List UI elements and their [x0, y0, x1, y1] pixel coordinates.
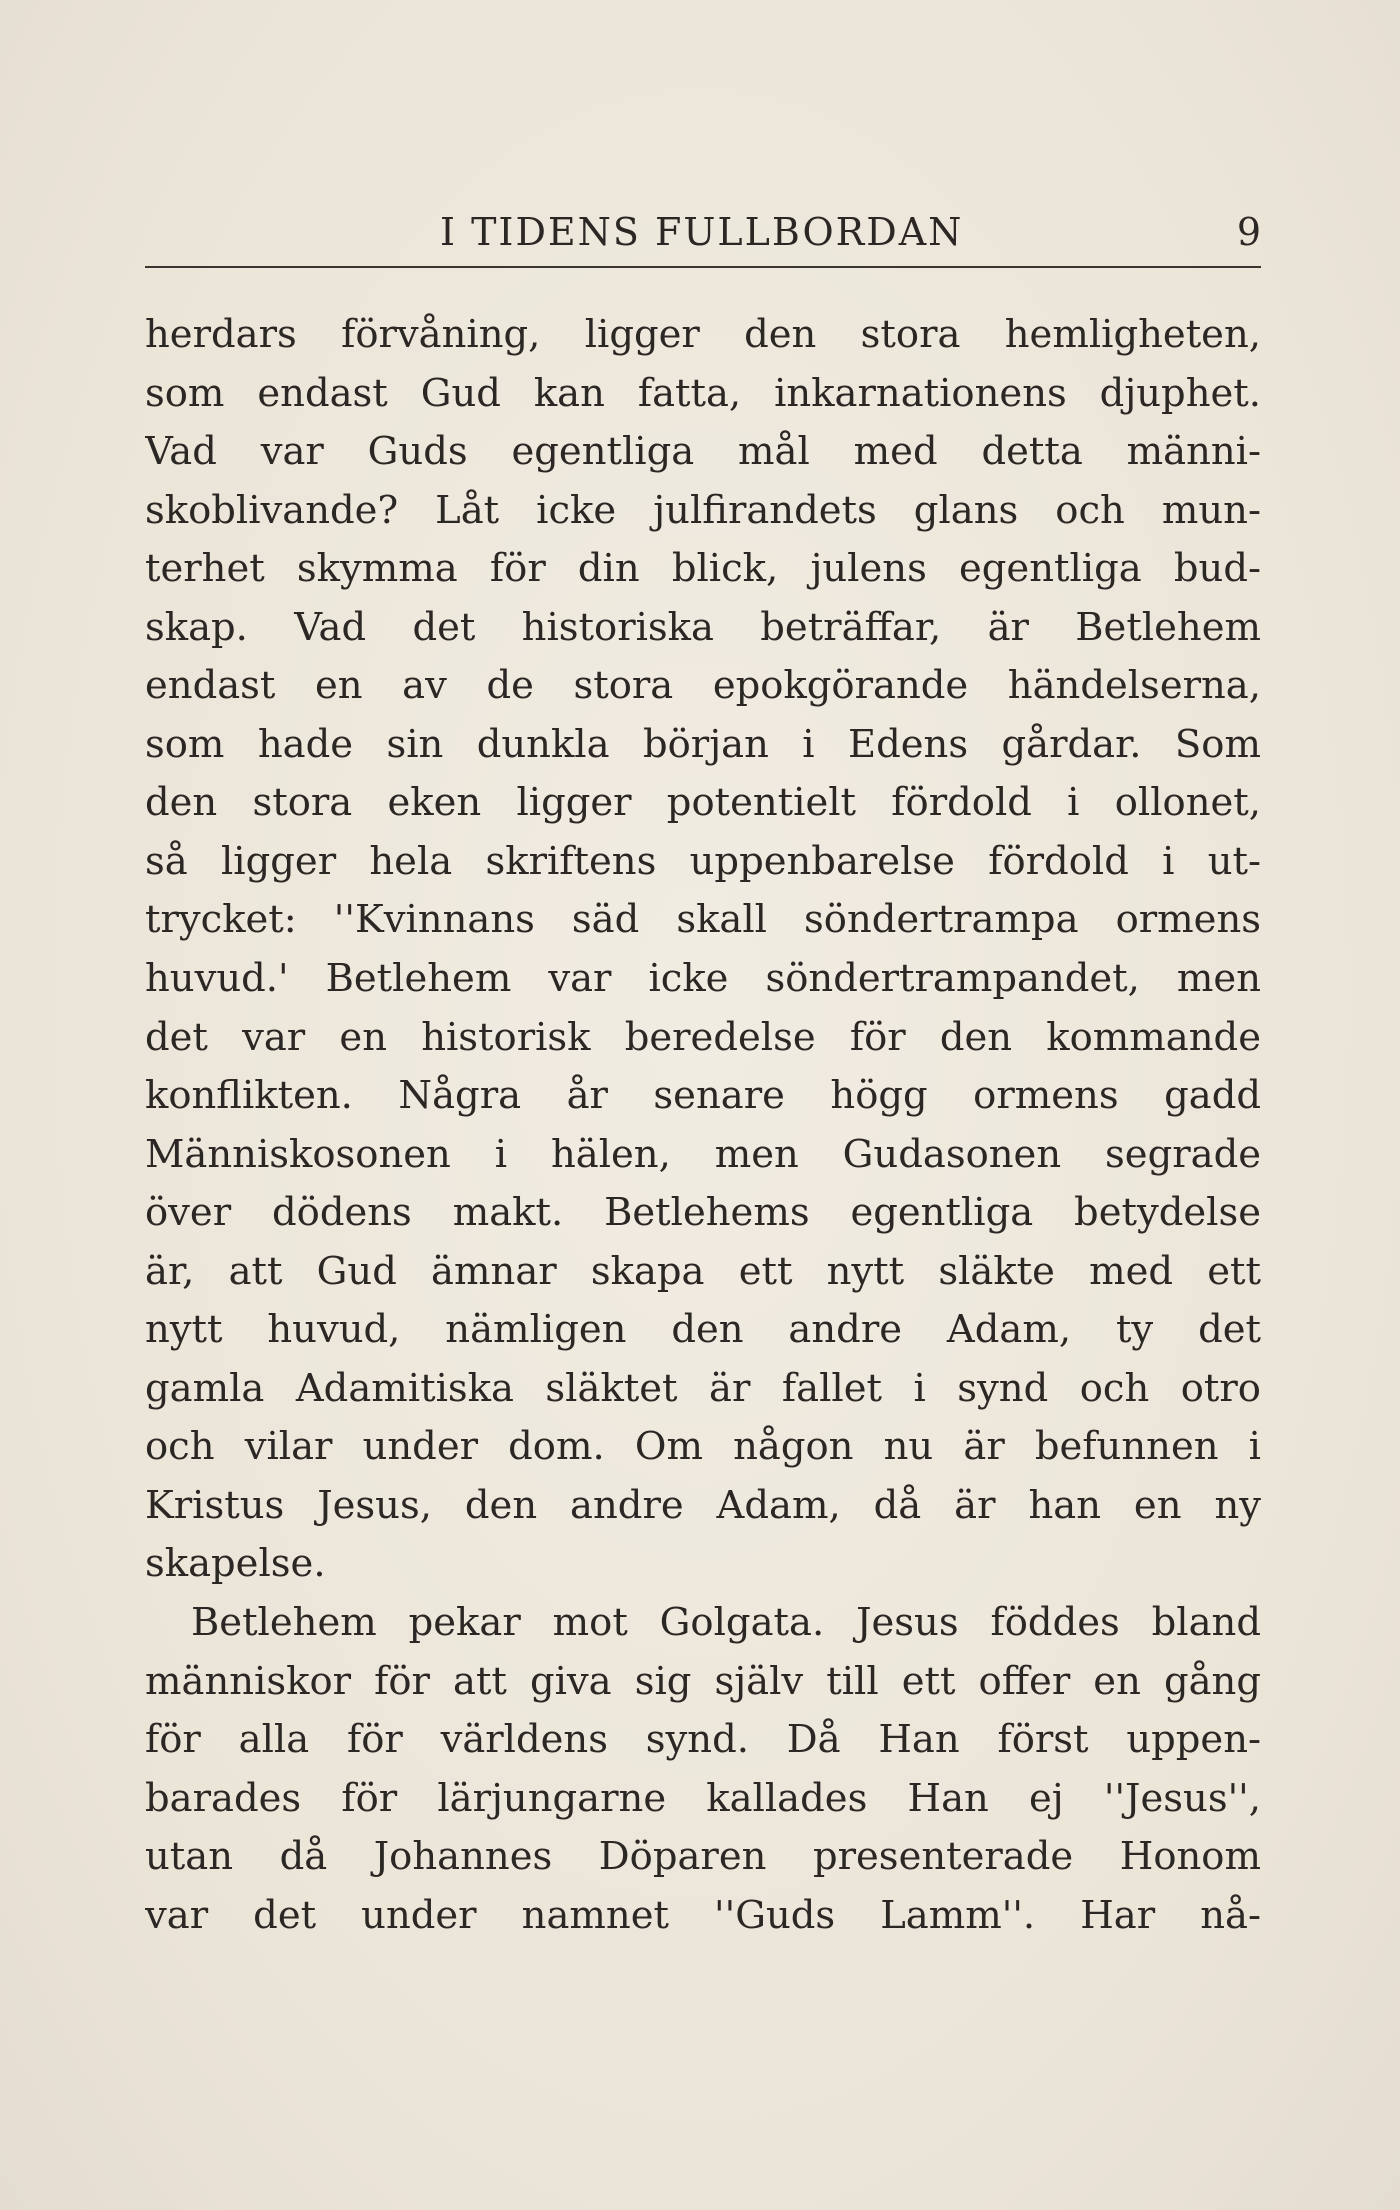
text-line: som hade sin dunkla början i Edens gårdar. Som: [145, 721, 1261, 767]
text-line: så ligger hela skriftens uppenbarelse fördold i ut-: [145, 838, 1261, 884]
text-line: det var en historisk beredelse för den kommande: [145, 1014, 1261, 1060]
text-line: huvud.' Betlehem var icke söndertrampandet, men: [145, 956, 1261, 1002]
text-line: skoblivande? Låt icke julfirandets glans och mun-: [145, 487, 1261, 533]
text-line: trycket: ''Kvinnans säd skall söndertrampa ormens: [145, 897, 1261, 943]
running-title: I TIDENS FULLBORDAN: [440, 210, 964, 254]
text-line: skap. Vad det historiska beträffar, är Betlehem: [145, 604, 1261, 650]
text-line: gamla Adamitiska släktet är fallet i synd och otro: [145, 1365, 1261, 1411]
text-line: terhet skymma för din blick, julens egentliga bud-: [145, 546, 1261, 592]
text-line: Betlehem pekar mot Golgata. Jesus föddes bland: [191, 1600, 1261, 1646]
text-line: barades för lärjungarne kallades Han ej ''Jesus'',: [145, 1775, 1261, 1821]
text-line: nytt huvud, nämligen den andre Adam, ty det: [145, 1307, 1261, 1353]
page-number: 9: [1236, 210, 1261, 254]
text-line: för alla för världens synd. Då Han först uppen-: [145, 1717, 1261, 1763]
text-line: och vilar under dom. Om någon nu är befunnen i: [145, 1424, 1261, 1470]
text-line: endast en av de stora epokgörande händelserna,: [145, 663, 1261, 709]
text-line: som endast Gud kan fatta, inkarnationens djuphet.: [145, 370, 1261, 416]
text-line: Vad var Guds egentliga mål med detta männi-: [145, 429, 1261, 475]
page-header: [145, 200, 1261, 264]
text-line: människor för att giva sig själv till ett offer en gång: [145, 1658, 1261, 1704]
text-line: över dödens makt. Betlehems egentliga betydelse: [145, 1190, 1261, 1236]
text-line: konflikten. Några år senare högg ormens gadd: [145, 1073, 1261, 1119]
text-line: skapelse.: [145, 1541, 326, 1587]
body-text: [145, 306, 1261, 1945]
header-rule: [145, 266, 1261, 268]
text-line: Kristus Jesus, den andre Adam, då är han en ny: [145, 1482, 1261, 1528]
text-line: var det under namnet ''Guds Lamm''. Har nå-: [145, 1892, 1261, 1938]
text-line: är, att Gud ämnar skapa ett nytt släkte med ett: [145, 1248, 1261, 1294]
text-line: utan då Johannes Döparen presenterade Honom: [145, 1834, 1261, 1880]
text-line: Människosonen i hälen, men Gudasonen segrade: [145, 1131, 1261, 1177]
text-line: den stora eken ligger potentielt fördold i ollonet,: [145, 780, 1261, 826]
text-line: herdars förvåning, ligger den stora hemligheten,: [145, 312, 1261, 357]
